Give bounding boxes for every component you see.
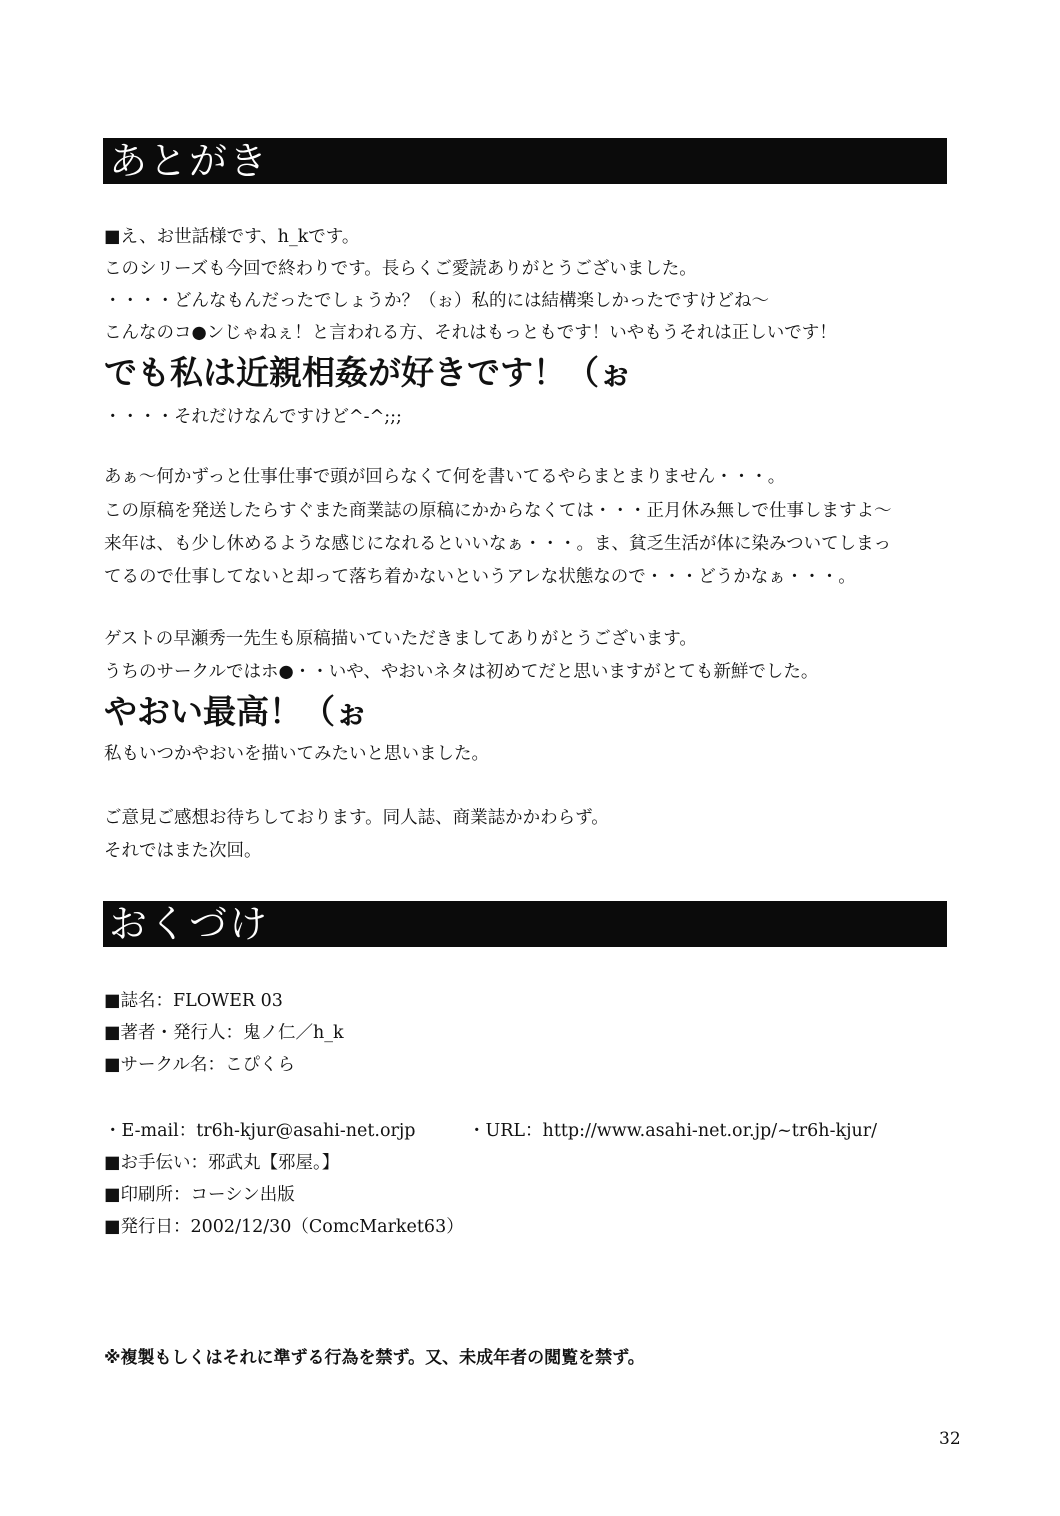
legal-notice: ※複製もしくはそれに準ずる行為を禁ず。又、未成年者の閲覧を禁ず。: [104, 1348, 645, 1368]
afterword-para4-line-1: ご意見ご感想お待ちしております。同人誌、商業誌かかわらず。: [104, 808, 609, 828]
afterword-heading: あとがき: [103, 138, 947, 184]
colophon-date: ■発行日：2002/12/30（ComcMarket63）: [104, 1217, 464, 1237]
afterword-para2-line-4: てるので仕事してないと却って落ち着かないというアレな状態なので・・・どうかなぁ・・・。: [104, 567, 856, 587]
colophon-author: ■著者・発行人：鬼ノ仁／h_k: [104, 1023, 344, 1043]
colophon-printer: ■印刷所：コーシン出版: [104, 1185, 295, 1205]
colophon-url: ・URL：http://www.asahi-net.or.jp/~tr6h-kjur/: [468, 1121, 878, 1141]
colophon-heading: おくづけ: [103, 901, 947, 947]
afterword-line-3: ・・・・どんなもんだったでしょうか？（ぉ）私的には結構楽しかったですけどね～: [104, 291, 769, 311]
page-number: 32: [939, 1429, 961, 1449]
afterword-para2-line-1: あぁ～何かずっと仕事仕事で頭が回らなくて何を書いてるやらまとまりません・・・。: [104, 467, 786, 487]
afterword-line-4: こんなのコ●ンじゃねぇ！と言われる方、それはもっともです！いやもうそれは正しいです！: [104, 323, 837, 343]
afterword-para3-line-1: ゲストの早瀬秀一先生も原稿描いていただきましてありがとうございます。: [104, 629, 697, 649]
afterword-line-1: ■え、お世話様です、h_kです。: [104, 227, 360, 247]
colophon-assist: ■お手伝い：邪武丸【邪屋。】: [104, 1153, 340, 1173]
afterword-emphasis-2: やおい最高！（ぉ: [104, 692, 368, 731]
colophon-title: ■誌名：FLOWER 03: [104, 991, 283, 1011]
afterword-line-after-emphasis-1: ・・・・それだけなんですけど^-^;;;: [104, 407, 402, 427]
afterword-line-2: このシリーズも今回で終わりです。長らくご愛読ありがとうございました。: [104, 259, 697, 279]
afterword-para2-line-3: 来年は、も少し休めるような感じになれるといいなぁ・・・。ま、貧乏生活が体に染みついてしまっ: [104, 534, 892, 554]
afterword-para4-line-2: それではまた次回。: [104, 841, 262, 861]
afterword-para2-line-2: この原稿を発送したらすぐまた商業誌の原稿にかからなくては・・・正月休み無しで仕事しますよ～: [104, 501, 892, 521]
afterword-emphasis-1: でも私は近親相姦が好きです！（ぉ: [104, 353, 632, 392]
afterword-line-after-emphasis-2: 私もいつかやおいを描いてみたいと思いました。: [104, 744, 489, 764]
afterword-para3-line-2: うちのサークルではホ●・・いや、やおいネタは初めてだと思いますがとても新鮮でした。: [104, 662, 819, 682]
colophon-email: ・E-mail：tr6h-kjur@asahi-net.orjp: [104, 1121, 416, 1141]
colophon-circle: ■サークル名：こぴくら: [104, 1055, 296, 1075]
